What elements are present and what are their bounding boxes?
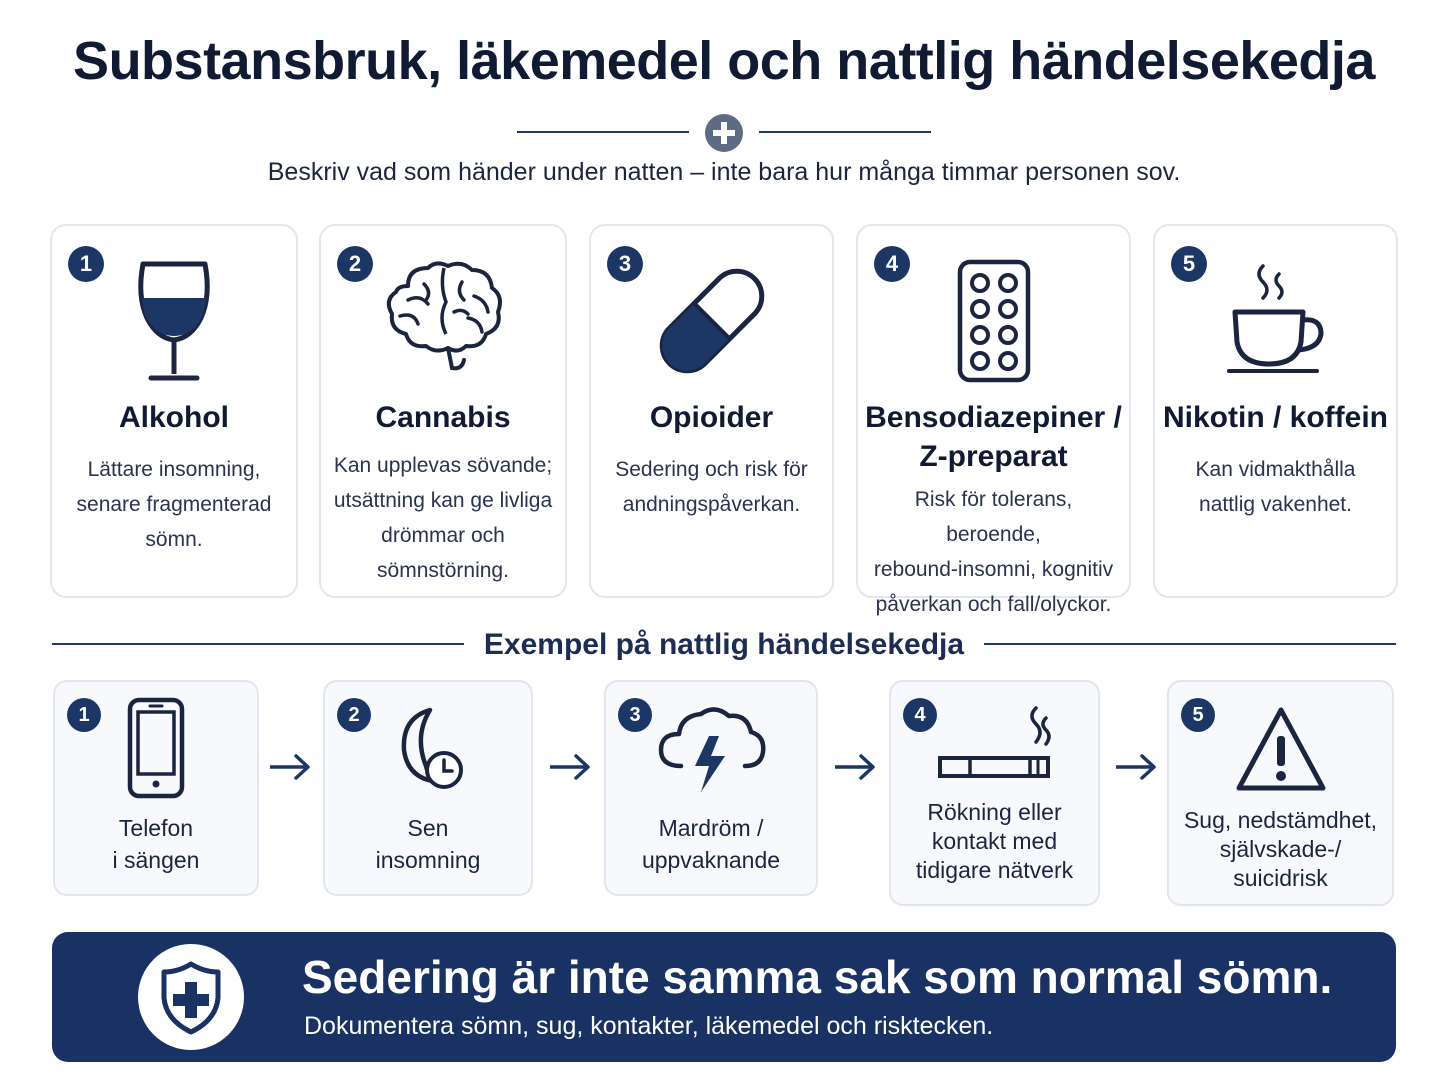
substance-card-nicotine-caffeine: [1153, 224, 1398, 598]
arrow-right-icon: [833, 750, 877, 784]
card-description: Sedering och risk för andningspåverkan.: [615, 458, 808, 516]
brain-icon: [321, 256, 565, 416]
divider-line-left: [517, 131, 689, 133]
arrow-right-icon: [268, 750, 312, 784]
chain-section-heading: [0, 620, 1448, 670]
heading-line-right: [984, 643, 1396, 645]
wine-glass-icon: [52, 256, 296, 416]
number-badge: 3: [618, 698, 652, 732]
chain-step-risk: [1167, 680, 1394, 906]
pill-blister-icon: [858, 256, 1129, 416]
banner-title: Sedering är inte samma sak som normal sömn.: [302, 951, 1333, 1003]
arrow-right-icon: [1114, 750, 1158, 784]
number-badge: 5: [1171, 246, 1207, 282]
page-title: Substansbruk, läkemedel och nattlig händelsekedja: [73, 31, 1375, 91]
warning-triangle-icon: [1169, 696, 1392, 806]
number-badge: 1: [68, 246, 104, 282]
chain-step-smoking: [889, 680, 1100, 906]
warning-banner: [52, 932, 1396, 1062]
card-title: Opioider: [649, 401, 774, 434]
step-label: Sen insomning: [375, 815, 481, 873]
number-badge: 3: [607, 246, 643, 282]
chain-heading: Exempel på nattlig händelsekedja: [483, 628, 965, 661]
card-title: Cannabis: [375, 401, 511, 434]
arrow-right-icon: [548, 750, 592, 784]
step-label: Mardröm / uppvaknande: [641, 815, 781, 873]
title-divider: [0, 112, 1448, 152]
divider-line-right: [759, 131, 931, 133]
card-title: Alkohol: [119, 401, 229, 434]
substance-card-alcohol: [50, 224, 298, 598]
chain-step-late-sleep: [323, 680, 533, 896]
storm-cloud-icon: [606, 696, 816, 806]
card-description: Risk för tolerans, beroende, rebound-insomni, kognitiv påverkan och fall/olyckor.: [873, 488, 1114, 616]
coffee-cup-icon: [1155, 256, 1396, 416]
number-badge: 2: [337, 246, 373, 282]
substance-card-cannabis: [319, 224, 567, 598]
chain-step-phone: [53, 680, 259, 896]
substance-card-benzodiazepines: [856, 224, 1131, 616]
chain-step-nightmare: [604, 680, 818, 896]
card-title: Bensodiazepiner / Z-preparat: [865, 401, 1122, 473]
card-title: Nikotin / koffein: [1163, 401, 1388, 434]
number-badge: 5: [1181, 698, 1215, 732]
step-label: Rökning eller kontakt med tidigare nätverk: [915, 799, 1074, 883]
step-label: Telefon i sängen: [112, 815, 200, 873]
card-description: Lättare insomning, senare fragmenterad sömn.: [76, 458, 272, 551]
card-description: Kan vidmakthålla nattlig vakenhet.: [1195, 458, 1356, 516]
medical-plus-icon: [705, 114, 743, 152]
shield-plus-icon: [138, 944, 244, 1050]
banner-subtitle: Dokumentera sömn, sug, kontakter, läkemedel och risktecken.: [304, 1012, 994, 1040]
number-badge: 4: [903, 698, 937, 732]
number-badge: 2: [337, 698, 371, 732]
moon-clock-icon: [325, 696, 531, 806]
page-subtitle: Beskriv vad som händer under natten – inte bara hur många timmar personen sov.: [267, 158, 1181, 186]
cigarette-icon: [891, 696, 1098, 806]
step-label: Sug, nedstämdhet, självskade-/ suicidrisk: [1183, 807, 1378, 891]
number-badge: 4: [874, 246, 910, 282]
substance-card-opioids: [589, 224, 834, 598]
card-description: Kan upplevas sövande; utsättning kan ge livliga drömmar och sömnstörning.: [333, 454, 553, 582]
capsule-icon: [591, 256, 832, 416]
smartphone-icon: [55, 696, 257, 806]
number-badge: 1: [67, 698, 101, 732]
